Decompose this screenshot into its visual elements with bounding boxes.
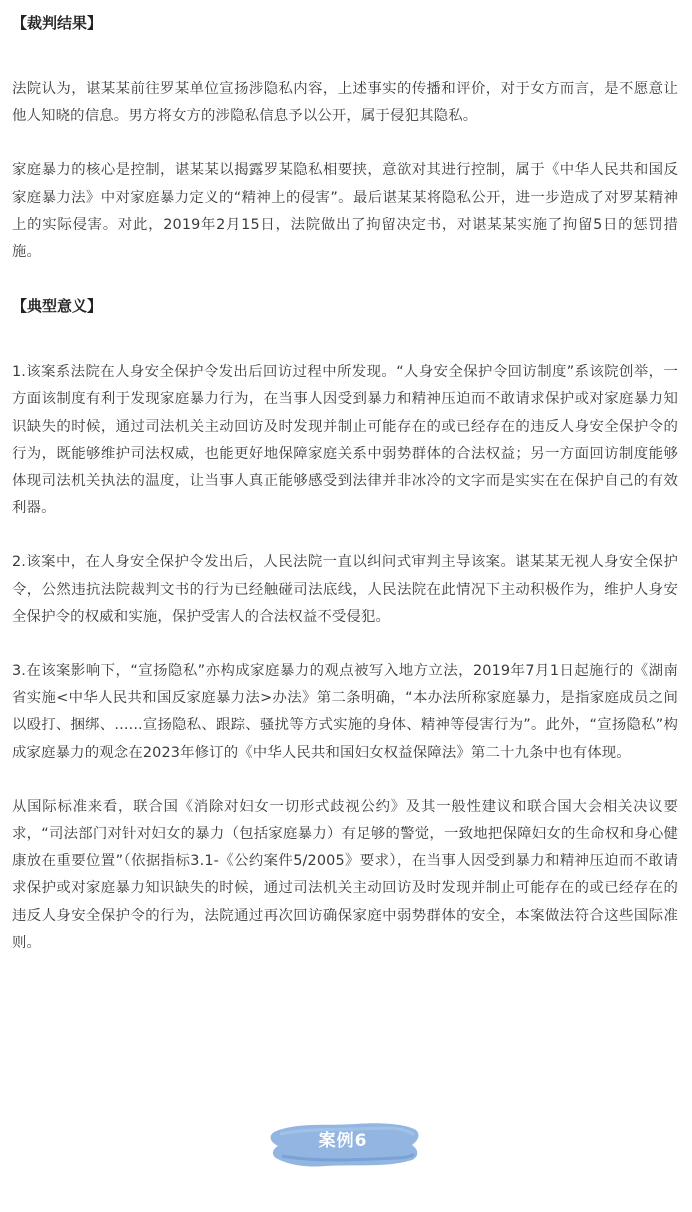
significance-paragraph-4: 从国际标准来看，联合国《消除对妇女一切形式歧视公约》及其一般性建议和联合国大会相关决议要求，“司法部门对针对妇女的暴力（包括家庭暴力）有足够的警觉，一致地把保障妇女的生命权和身心健康放在重要位置”（依据指标3.1-《公约案件5/2005》要求），在当事人因受到暴力和精神压迫而不敢请求保护或对家庭暴力知识缺失的时候，通过司法机关主动回访及时发现并制止可能存在的或已经存在的违反人身安全保护令的行为，法院通过再次回访确保家庭中弱势群体的安全，本案做法符合这些国际准则。 — [12, 798, 678, 951]
article-body — [12, 10, 678, 984]
case-badge-label: 案例6 — [318, 1131, 368, 1151]
case-badge — [266, 1118, 426, 1178]
section-heading-significance: 【典型意义】 — [12, 297, 103, 316]
significance-paragraph-1: 1.该案系法院在人身安全保护令发出后回访过程中所发现。“人身安全保护令回访制度”系该院创举，一方面该制度有利于发现家庭暴力行为，在当事人因受到暴力和精神压迫而不敢请求保护或对家庭暴力知识缺失的时候，通过司法机关主动回访及时发现并制止可能存在的或已经存在的违反人身安全保护令的行为，既能够维护司法权威，也能更好地保障家庭关系中弱势群体的合法权益；另一方面回访制度能够体现司法机关执法的温度，让当事人真正能够感受到法律并非冰冷的文字而是实实在在保护自己的有效利器。 — [12, 364, 678, 517]
significance-paragraph-3: 3.在该案影响下，“宣扬隐私”亦构成家庭暴力的观点被写入地方立法，2019年7月1日起施行的《湖南省实施<中华人民共和国反家庭暴力法>办法》第二条明确，“本办法所称家庭暴力，是指家庭成员之间以殴打、捆绑、......宣扬隐私、跟踪、骚扰等方式实施的身体、精神等侵害行为”。此外，“宣扬隐私”构成家庭暴力的观念在2023年修订的《中华人民共和国妇女权益保障法》第二十九条中也有体现。 — [12, 663, 678, 761]
verdict-paragraph-2: 家庭暴力的核心是控制，谌某某以揭露罗某隐私相要挟，意欲对其进行控制，属于《中华人民共和国反家庭暴力法》中对家庭暴力定义的“精神上的侵害”。最后谌某某将隐私公开，进一步造成了对罗某精神上的实际侵害。对此，2019年2月15日，法院做出了拘留决定书，对谌某某实施了拘留5日的惩罚措施。 — [12, 162, 678, 261]
section-heading-verdict: 【裁判结果】 — [12, 14, 103, 32]
significance-paragraph-2: 2.该案中，在人身安全保护令发出后，人民法院一直以纠问式审判主导该案。谌某某无视人身安全保护令，公然违抗法院裁判文书的行为已经触碰司法底线，人民法院在此情况下主动积极作为，维护人身安全保护令的权威和实施，保护受害人的合法权益不受侵犯。 — [12, 554, 678, 625]
verdict-paragraph-1: 法院认为，谌某某前往罗某单位宣扬涉隐私内容，上述事实的传播和评价，对于女方而言，是不愿意让他人知晓的信息。男方将女方的涉隐私信息予以公开，属于侵犯其隐私。 — [12, 81, 678, 125]
